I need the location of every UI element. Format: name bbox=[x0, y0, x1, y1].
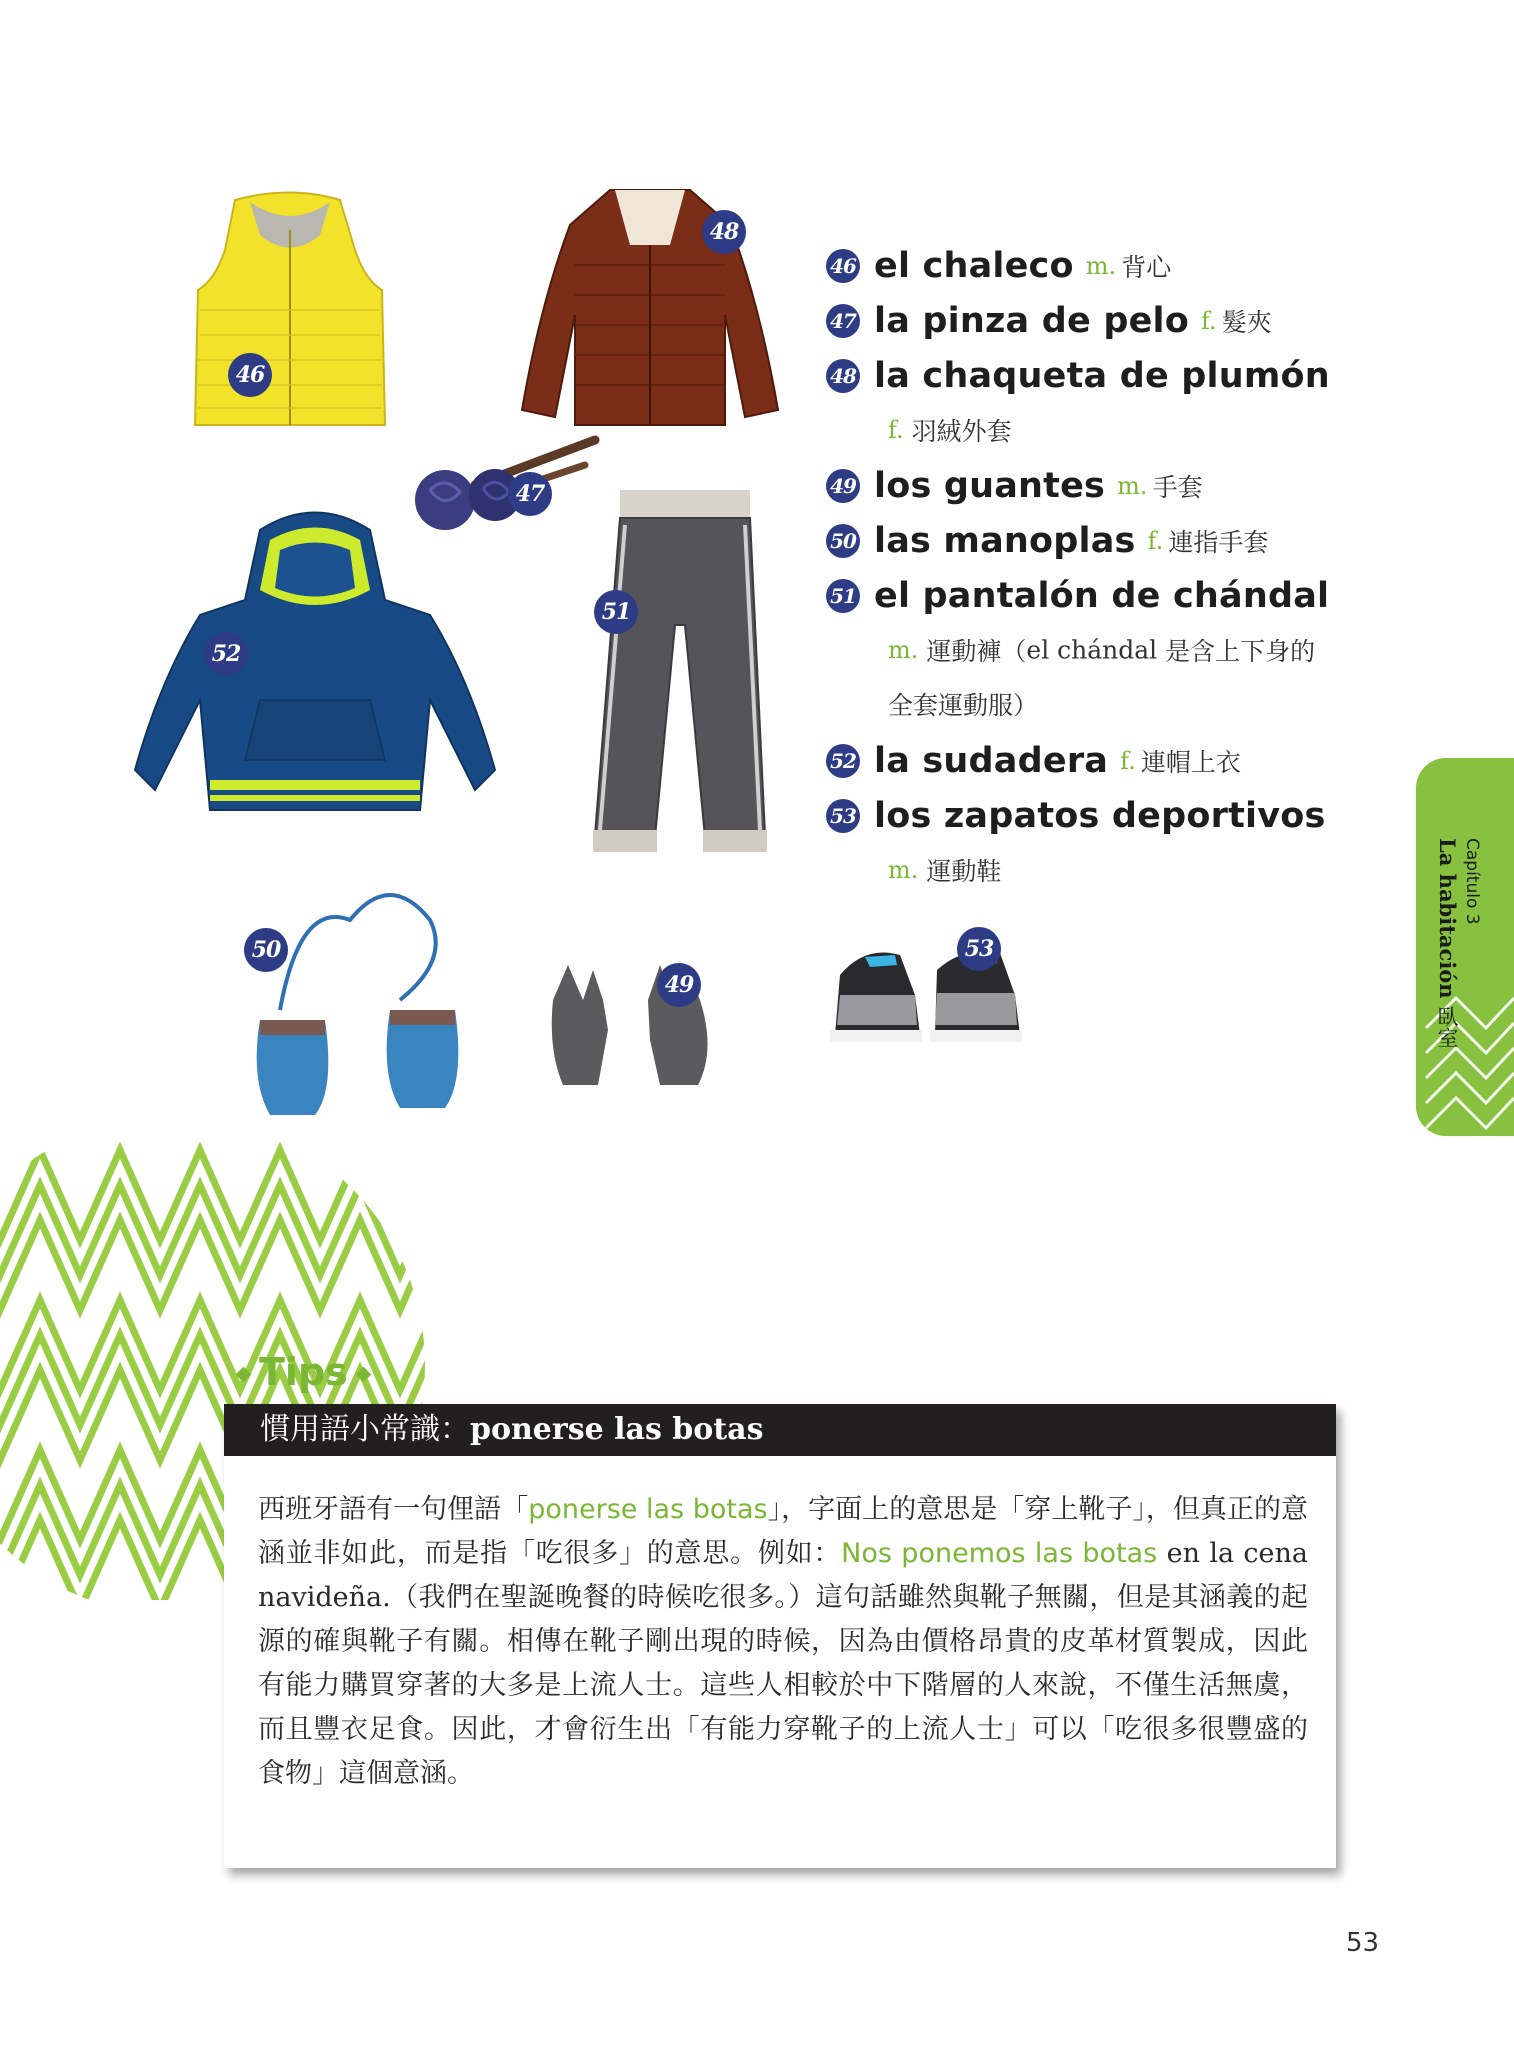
vocab-meaning: 髮夾 bbox=[1221, 308, 1272, 337]
vocab-meaning-spanish: el chándal bbox=[1026, 635, 1158, 665]
vocab-item-48 bbox=[826, 356, 1330, 396]
vocab-number: 53 bbox=[826, 799, 860, 833]
vocab-sub-53 bbox=[888, 852, 1001, 888]
vocab-number: 50 bbox=[826, 524, 860, 558]
sweatpants-image bbox=[575, 485, 785, 870]
tips-heading-zh: 慣用語小常識： bbox=[260, 1412, 470, 1447]
tips-heading-es: ponerse las botas bbox=[470, 1412, 764, 1447]
vocab-meaning: 運動鞋 bbox=[926, 857, 1002, 886]
vocab-gender: f. bbox=[1120, 747, 1136, 775]
vocab-word: el pantalón de chándal bbox=[874, 576, 1330, 616]
chapter-tab-label bbox=[1430, 838, 1490, 1058]
vocab-word: la chaqueta de plumón bbox=[874, 356, 1330, 396]
vocab-gender: m. bbox=[1117, 472, 1148, 500]
chapter-title-zh: 臥室 bbox=[1435, 1005, 1459, 1048]
chapter-title bbox=[1432, 838, 1462, 1048]
tips-label-text: Tips bbox=[259, 1350, 348, 1394]
badge-49: 49 bbox=[657, 963, 701, 1007]
vocab-word: la pinza de pelo bbox=[874, 301, 1189, 341]
badge-47: 47 bbox=[508, 472, 552, 516]
hoodie-image bbox=[130, 510, 500, 820]
badge-50: 50 bbox=[244, 928, 288, 972]
chapter-number: Capítulo 3 bbox=[1462, 838, 1482, 925]
vocab-meaning: 連指手套 bbox=[1168, 528, 1269, 557]
badge-48: 48 bbox=[702, 210, 746, 254]
vocab-gender: f. bbox=[888, 416, 904, 444]
tips-text: （我們在聖誕晚餐的時候吃很多。）這句話雖然與靴子無關，但是其涵義的起源的確與靴子有關。相傳在靴子剛出現的時候，因為由價格昂貴的皮革材質製成，因此有能力購買穿著的大多是上流人士。這些人相較於中下階層的人來說，不僅生活無虞，而且豐衣足食。因此，才會衍生出「有能力穿靴子的上流人士」可以「吃很多很豐盛的食物」這個意涵。 bbox=[258, 1582, 1308, 1789]
vocab-word: la sudadera bbox=[874, 741, 1109, 781]
vocab-meaning: 手套 bbox=[1152, 473, 1203, 502]
vocab-gender: m. bbox=[1085, 252, 1117, 280]
diamond-icon bbox=[355, 1367, 371, 1383]
badge-46: 46 bbox=[228, 353, 272, 397]
vocab-meaning: 羽絨外套 bbox=[911, 417, 1012, 446]
badge-51: 51 bbox=[594, 590, 638, 634]
vocab-number: 47 bbox=[826, 304, 860, 338]
page-number: 53 bbox=[1346, 1928, 1380, 1958]
tips-idiom: ponerse las botas bbox=[528, 1494, 768, 1525]
vocab-item-51 bbox=[826, 576, 1329, 616]
vocab-gender: f. bbox=[1200, 307, 1217, 335]
vocab-item-47 bbox=[826, 301, 1272, 341]
vocab-sub-51 bbox=[888, 632, 1315, 668]
vocab-sub-51-cont bbox=[888, 686, 1038, 722]
vocab-item-50 bbox=[826, 521, 1268, 561]
tips-body bbox=[258, 1488, 1308, 1796]
vocab-number: 51 bbox=[826, 579, 860, 613]
vocab-gender: m. bbox=[888, 856, 919, 884]
chapter-title-es: La habitación bbox=[1435, 838, 1460, 999]
vocab-number: 49 bbox=[826, 469, 860, 503]
diamond-icon bbox=[236, 1367, 252, 1383]
vocab-word: el chaleco bbox=[874, 246, 1074, 286]
tips-heading bbox=[224, 1404, 1336, 1456]
vocab-meaning: 是含上下身的 bbox=[1157, 637, 1316, 666]
tips-text: 西班牙語有一句俚語「 bbox=[258, 1494, 529, 1525]
vocab-number: 52 bbox=[826, 744, 860, 778]
vocab-word: los zapatos deportivos bbox=[874, 796, 1326, 836]
tips-text: 」，字面上的意思是「穿上靴子」，但真正的意涵並非如此，而是指「吃很多」的意思。例如： bbox=[258, 1494, 1309, 1569]
vocab-meaning: 全套運動服） bbox=[888, 691, 1039, 720]
vocab-item-46 bbox=[826, 246, 1171, 286]
vocab-word: los guantes bbox=[874, 466, 1106, 506]
badge-53: 53 bbox=[957, 927, 1001, 971]
tips-example-rest: en la cena navideña. bbox=[258, 1538, 1309, 1613]
vocab-number: 46 bbox=[826, 249, 860, 283]
vocab-gender: f. bbox=[1147, 527, 1164, 555]
vocab-word: las manoplas bbox=[874, 521, 1136, 561]
vocab-item-53 bbox=[826, 796, 1326, 836]
tips-example: Nos ponemos las botas bbox=[841, 1538, 1158, 1569]
vocab-meaning: 運動褲（ bbox=[926, 637, 1027, 666]
vocab-meaning: 連帽上衣 bbox=[1140, 748, 1241, 777]
badge-52: 52 bbox=[204, 632, 248, 676]
vocab-number: 48 bbox=[826, 359, 860, 393]
vocab-item-52 bbox=[826, 741, 1241, 781]
tips-box bbox=[224, 1404, 1336, 1868]
vocab-meaning: 背心 bbox=[1121, 253, 1172, 282]
tips-label bbox=[228, 1350, 379, 1394]
mittens-image bbox=[240, 880, 470, 1120]
vocab-sub-48 bbox=[888, 412, 1012, 448]
vest-image bbox=[190, 190, 390, 430]
vocab-gender: m. bbox=[888, 636, 919, 664]
vocab-item-49 bbox=[826, 466, 1203, 506]
